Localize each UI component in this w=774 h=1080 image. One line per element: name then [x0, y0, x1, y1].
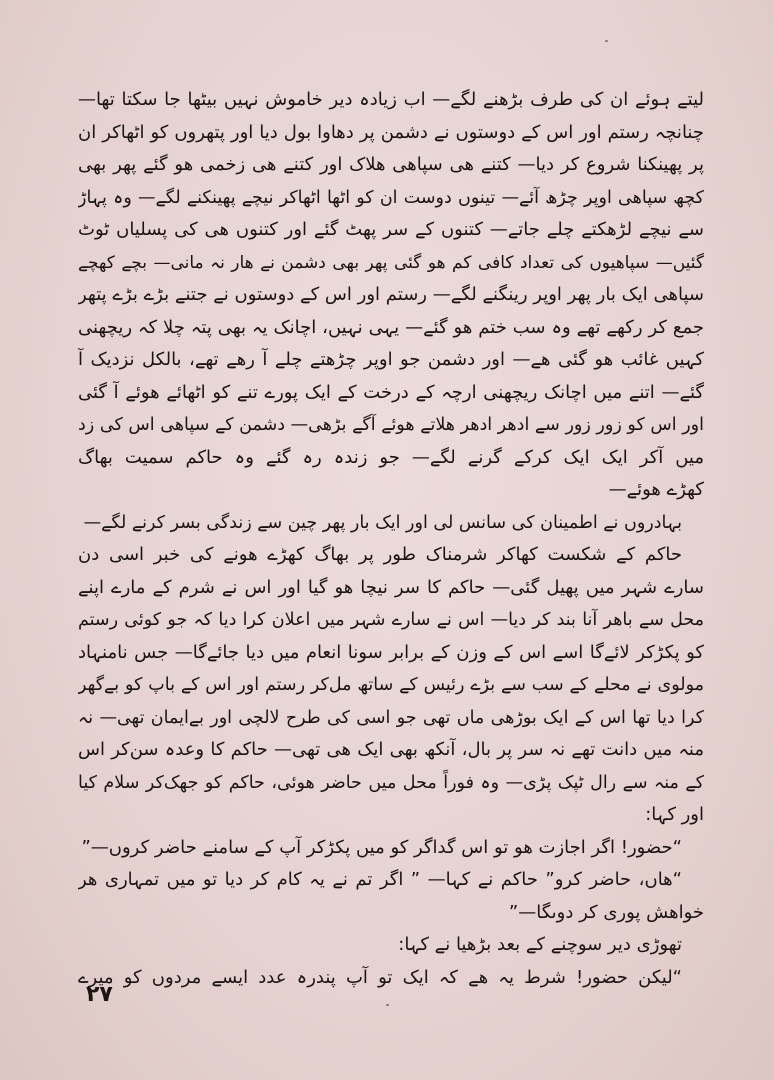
- text-line: مولوی نے محلے کے سب سے بڑے رئیس کے ساتھ مل‌کر رستم اور اس کے باپ کو بےگھر: [78, 675, 704, 695]
- text-line: کے منہ سے رال ٹپک پڑی— وہ فوراً محل میں حاضر ھوئی، حاکم کو جھک‌کر سلام کیا: [78, 772, 704, 793]
- text-line: “ھاں، حاضر کرو” حاکم نے کہا— ” اگر تم نے یہ کام کر دیا تو میں تمہاری ھر: [78, 869, 682, 890]
- text-line: کہیں غائب ھو گئی ھے— اور دشمن جو اوپر چڑھتے چلے آ رھے تھے، بالکل نزدیک آ: [78, 349, 704, 370]
- text-line: گئے— اتنے میں اچانک ریچھنی ارچہ کے درخت کے ایک پورے تنے کو اٹھائے ھوئے آ گئی: [78, 381, 704, 403]
- text-line: میں آکر ایک ایک کرکے گرنے لگے— جو زندہ رہ گئے وہ حاکم سمیت بھاگ: [78, 446, 704, 468]
- text-line: پر پھینکنا شروع کر دیا— کتنے ھی سپاھی ھلاک اور کتنے ھی زخمی ھو گئے پھر بھی: [78, 154, 704, 175]
- text-line: کرا دیا تھا اس کے ایک بوڑھی ماں تھی جو اسی کی طرح لالچی اور بےایمان تھی— نہ: [78, 707, 704, 728]
- text-line: جمع کر رکھے تھے وہ سب ختم ھو گئے— یہی نہیں، اچانک یہ بھی پتہ چلا کہ ریچھنی: [78, 316, 704, 338]
- text-line: محل سے باھر آنا بند کر دیا— اس نے سارے شہر میں اعلان کرا دیا کہ جو کوئی رستم: [78, 610, 704, 630]
- body-text: [78, 84, 704, 994]
- text-line: سے نیچے لڑھکتے چلے جاتے— کتنوں کے سر پھٹ گئے اور کتنوں ھی کی پسلیاں ٹوٹ: [78, 219, 704, 240]
- text-line: منہ میں دانت تھے نہ سر پر بال، آنکھ بھی ایک ھی تھی— حاکم کا وعدہ سن‌کر اس: [78, 739, 704, 760]
- page-number: ٢٧: [86, 982, 113, 1007]
- text-line: سپاھی ایک بار پھر اوپر رینگنے لگے— رستم اور اس کے دوستوں نے جتنے بڑے بڑے پتھر: [78, 284, 704, 305]
- text-line: “حضور! اگر اجازت ھو تو اس گداگر کو میں پکڑکر آپ کے سامنے حاضر کروں—”: [81, 836, 682, 858]
- text-line: خواھش پوری کر دوںگا—”: [508, 901, 704, 923]
- text-line: کھڑے ھوئے—: [608, 479, 704, 500]
- text-line: چنانچہ رستم اور اس کے دوستوں نے دشمن پر دھاوا بول دیا اور پتھروں کو اٹھاکر ان: [78, 121, 704, 143]
- print-speck: [386, 1004, 389, 1006]
- text-line: سارے شہر میں پھیل گئی— حاکم کا سر نیچا ھو گیا اور اس نے شرم کے مارے اپنے: [78, 576, 704, 598]
- text-line: تھوڑی دیر سوچنے کے بعد بڑھیا نے کہا:: [398, 934, 682, 955]
- text-line: اور کہا:: [645, 804, 704, 825]
- text-line: اور اس کو زور زور سے ادھر ادھر ھلاتے ھوئے آگے بڑھی— دشمن کے سپاھی اس کی زد: [78, 415, 704, 435]
- text-line: بہادروں نے اطمینان کی سانس لی اور ایک بار پھر چین سے زندگی بسر کرنے لگے—: [83, 512, 682, 533]
- text-line: “لیکن حضور! شرط یہ ھے کہ ایک تو آپ پندرہ عدد ایسے مردوں کو میرے: [78, 966, 682, 988]
- text-line: گئیں— سپاھیوں کی تعداد کافی کم ھو گئی پھر بھی دشمن نے ھار نہ مانی— بچے کھچے: [78, 252, 704, 273]
- text-line: حاکم کے شکست کھاکر شرمناک طور پر بھاگ کھڑے ھونے کی خبر اسی دن: [78, 544, 682, 565]
- text-line: لیتے ہوئے ان کی طرف بڑھنے لگے— اب زیادہ دیر خاموش نہیں بیٹھا جا سکتا تھا—: [78, 89, 704, 110]
- print-speck: [605, 40, 608, 42]
- text-line: کچھ سپاھی اوپر چڑھ آئے— تینوں دوست ان کو اٹھا اٹھاکر نیچے پھینکنے لگے— وہ پہاڑ: [78, 187, 704, 208]
- text-line: کو پکڑکر لائےگا اسے اس کے وزن کے برابر سونا انعام میں دیا جائےگا— جس نامنہاد: [78, 641, 704, 663]
